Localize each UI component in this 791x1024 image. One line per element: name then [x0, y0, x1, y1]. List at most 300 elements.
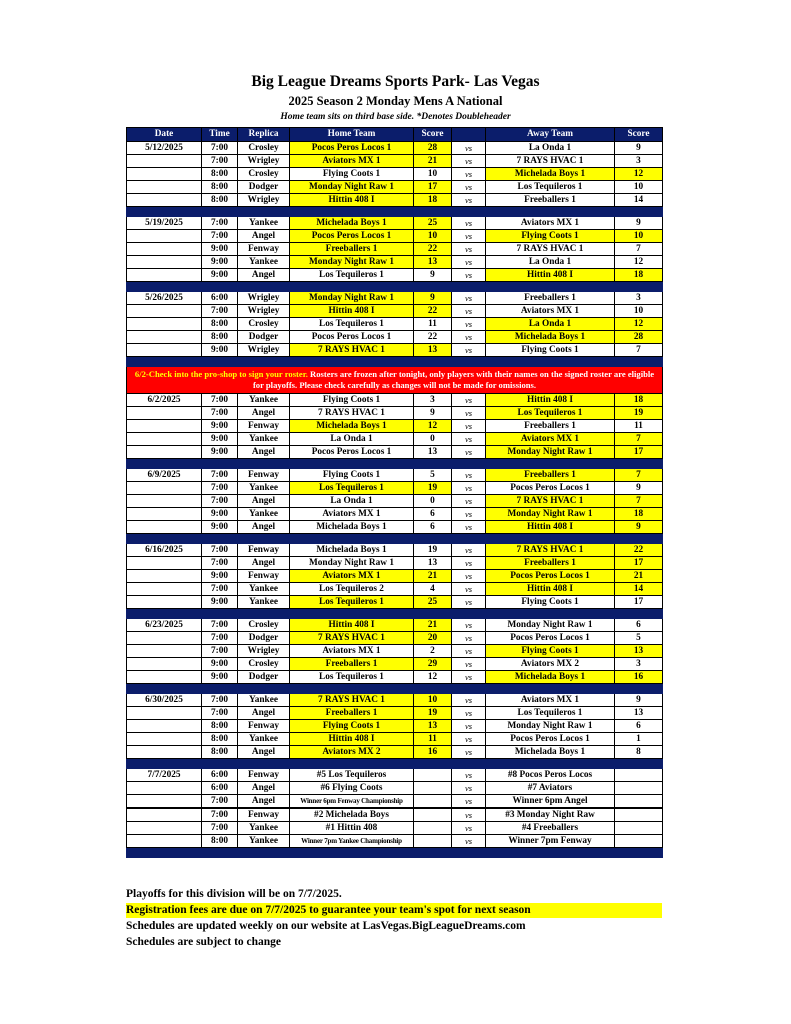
website-note: Schedules are updated weekly on our website at LasVegas.BigLeagueDreams.com	[126, 920, 526, 932]
game-row	[127, 305, 663, 318]
game-date: 6/23/2025	[127, 619, 202, 632]
game-time: 7:00	[202, 469, 238, 482]
game-row	[127, 521, 663, 534]
game-replica: Angel	[238, 446, 290, 459]
home-score: 9	[414, 269, 452, 282]
vs-label: vs	[452, 243, 486, 256]
game-time: 7:00	[202, 694, 238, 707]
game-row	[127, 394, 663, 407]
home-score: 4	[414, 583, 452, 596]
week-separator	[127, 609, 663, 619]
away-score: 9	[615, 694, 663, 707]
away-team: Flying Coots 1	[486, 596, 615, 609]
away-team: Monday Night Raw 1	[486, 446, 615, 459]
vs-label: vs	[452, 795, 486, 809]
vs-label: vs	[452, 632, 486, 645]
week-separator-bar	[127, 207, 663, 217]
game-date	[127, 521, 202, 534]
game-replica: Wrigley	[238, 305, 290, 318]
home-team: #2 Michelada Boys	[290, 808, 414, 822]
game-date	[127, 632, 202, 645]
game-date	[127, 344, 202, 357]
vs-label: vs	[452, 394, 486, 407]
away-score: 6	[615, 619, 663, 632]
vs-label: vs	[452, 694, 486, 707]
roster-notice-lead: 6/2-Check into the pro-shop to sign your roster.	[134, 369, 308, 379]
game-row	[127, 557, 663, 570]
game-row	[127, 256, 663, 269]
header-row	[127, 128, 663, 142]
game-row	[127, 269, 663, 282]
home-team: Hittin 408 I	[290, 733, 414, 746]
game-replica: Wrigley	[238, 155, 290, 168]
game-time: 6:00	[202, 292, 238, 305]
vs-label: vs	[452, 194, 486, 207]
home-score: 13	[414, 344, 452, 357]
home-team: #5 Los Tequileros	[290, 769, 414, 782]
home-team: Monday Night Raw 1	[290, 181, 414, 194]
vs-label: vs	[452, 155, 486, 168]
away-team: 7 RAYS HVAC 1	[486, 544, 615, 557]
game-date: 6/2/2025	[127, 394, 202, 407]
home-score: 21	[414, 619, 452, 632]
home-team: 7 RAYS HVAC 1	[290, 407, 414, 420]
away-team: La Onda 1	[486, 318, 615, 331]
away-team: Hittin 408 I	[486, 269, 615, 282]
away-score: 9	[615, 521, 663, 534]
game-date: 6/9/2025	[127, 469, 202, 482]
home-team: La Onda 1	[290, 433, 414, 446]
page-note: Home team sits on third base side. *Denotes Doubleheader	[280, 112, 511, 122]
home-score: 19	[414, 482, 452, 495]
away-score: 1	[615, 733, 663, 746]
game-replica: Angel	[238, 707, 290, 720]
away-score: 13	[615, 707, 663, 720]
game-time: 9:00	[202, 269, 238, 282]
game-replica: Yankee	[238, 256, 290, 269]
game-replica: Yankee	[238, 596, 290, 609]
home-score: 19	[414, 544, 452, 557]
home-score	[414, 795, 452, 809]
game-row	[127, 292, 663, 305]
game-date	[127, 570, 202, 583]
game-time: 7:00	[202, 557, 238, 570]
game-date	[127, 155, 202, 168]
away-team: Monday Night Raw 1	[486, 619, 615, 632]
game-replica: Fenway	[238, 720, 290, 733]
away-score: 3	[615, 658, 663, 671]
away-score: 10	[615, 181, 663, 194]
game-date: 6/16/2025	[127, 544, 202, 557]
away-score: 9	[615, 217, 663, 230]
vs-label: vs	[452, 822, 486, 835]
game-row	[127, 508, 663, 521]
away-score: 28	[615, 331, 663, 344]
away-team: Monday Night Raw 1	[486, 508, 615, 521]
week-separator-bar	[127, 609, 663, 619]
week-separator	[127, 684, 663, 694]
game-date	[127, 407, 202, 420]
game-date	[127, 446, 202, 459]
game-date	[127, 508, 202, 521]
away-team: Freeballers 1	[486, 420, 615, 433]
game-date	[127, 269, 202, 282]
home-score: 9	[414, 292, 452, 305]
vs-label: vs	[452, 746, 486, 759]
game-date	[127, 181, 202, 194]
away-team: 7 RAYS HVAC 1	[486, 155, 615, 168]
vs-label: vs	[452, 707, 486, 720]
vs-label: vs	[452, 835, 486, 848]
col-vs	[452, 128, 486, 142]
home-score: 21	[414, 155, 452, 168]
game-date	[127, 256, 202, 269]
away-score	[615, 808, 663, 822]
week-separator	[127, 282, 663, 292]
home-score: 12	[414, 671, 452, 684]
game-row	[127, 420, 663, 433]
game-replica: Yankee	[238, 835, 290, 848]
home-score: 2	[414, 645, 452, 658]
game-date	[127, 746, 202, 759]
roster-notice-body: Rosters are frozen after tonight, only players with their names on the signed roster are eligible for playoffs. Please check carefully as changes will not be made for omissions.	[252, 369, 655, 390]
game-time: 9:00	[202, 508, 238, 521]
away-team: Hittin 408 I	[486, 521, 615, 534]
home-score: 12	[414, 420, 452, 433]
vs-label: vs	[452, 671, 486, 684]
away-team: Monday Night Raw 1	[486, 720, 615, 733]
col-time: Time	[202, 128, 238, 142]
game-replica: Wrigley	[238, 645, 290, 658]
vs-label: vs	[452, 433, 486, 446]
roster-notice	[127, 367, 663, 394]
away-score	[615, 769, 663, 782]
game-date: 7/7/2025	[127, 769, 202, 782]
game-replica: Angel	[238, 407, 290, 420]
home-team: 7 RAYS HVAC 1	[290, 632, 414, 645]
home-score: 22	[414, 305, 452, 318]
roster-notice-row	[127, 367, 663, 394]
game-time: 7:00	[202, 217, 238, 230]
home-team: Pocos Peros Locos 1	[290, 331, 414, 344]
game-replica: Fenway	[238, 469, 290, 482]
away-team: Winner 7pm Fenway	[486, 835, 615, 848]
page-title: Big League Dreams Sports Park- Las Vegas	[251, 73, 540, 90]
game-replica: Angel	[238, 521, 290, 534]
week-separator-bar	[127, 534, 663, 544]
home-score: 16	[414, 746, 452, 759]
game-date	[127, 835, 202, 848]
game-time: 8:00	[202, 168, 238, 181]
game-replica: Fenway	[238, 808, 290, 822]
game-replica: Yankee	[238, 394, 290, 407]
vs-label: vs	[452, 469, 486, 482]
vs-label: vs	[452, 521, 486, 534]
game-replica: Yankee	[238, 822, 290, 835]
game-row	[127, 707, 663, 720]
game-time: 7:00	[202, 407, 238, 420]
game-row	[127, 243, 663, 256]
week-separator	[127, 759, 663, 769]
game-row	[127, 822, 663, 835]
game-time: 7:00	[202, 619, 238, 632]
game-time: 7:00	[202, 632, 238, 645]
game-time: 8:00	[202, 181, 238, 194]
game-time: 6:00	[202, 769, 238, 782]
game-date: 5/26/2025	[127, 292, 202, 305]
game-row	[127, 632, 663, 645]
game-replica: Angel	[238, 495, 290, 508]
vs-label: vs	[452, 331, 486, 344]
week-separator	[127, 848, 663, 858]
vs-label: vs	[452, 557, 486, 570]
game-row	[127, 482, 663, 495]
game-replica: Fenway	[238, 769, 290, 782]
away-score: 3	[615, 292, 663, 305]
home-score: 22	[414, 243, 452, 256]
game-replica: Wrigley	[238, 292, 290, 305]
home-team: Aviators MX 1	[290, 508, 414, 521]
away-team: Michelada Boys 1	[486, 671, 615, 684]
game-row	[127, 733, 663, 746]
away-score	[615, 782, 663, 795]
game-date	[127, 331, 202, 344]
game-time: 8:00	[202, 733, 238, 746]
away-score: 12	[615, 318, 663, 331]
away-team: Aviators MX 1	[486, 305, 615, 318]
vs-label: vs	[452, 733, 486, 746]
away-score: 7	[615, 495, 663, 508]
away-score: 12	[615, 168, 663, 181]
game-time: 7:00	[202, 305, 238, 318]
vs-label: vs	[452, 292, 486, 305]
away-team: Freeballers 1	[486, 469, 615, 482]
week-separator	[127, 357, 663, 367]
game-row	[127, 230, 663, 243]
away-team: Michelada Boys 1	[486, 331, 615, 344]
game-replica: Dodger	[238, 671, 290, 684]
away-team: Aviators MX 1	[486, 217, 615, 230]
away-score: 16	[615, 671, 663, 684]
game-time: 7:00	[202, 495, 238, 508]
home-score	[414, 822, 452, 835]
week-separator	[127, 534, 663, 544]
vs-label: vs	[452, 446, 486, 459]
week-separator	[127, 459, 663, 469]
home-team: Hittin 408 I	[290, 619, 414, 632]
home-team: Flying Coots 1	[290, 469, 414, 482]
vs-label: vs	[452, 495, 486, 508]
game-time: 7:00	[202, 394, 238, 407]
away-team: Freeballers 1	[486, 557, 615, 570]
week-separator-bar	[127, 759, 663, 769]
game-time: 9:00	[202, 596, 238, 609]
home-score: 9	[414, 407, 452, 420]
game-row	[127, 194, 663, 207]
game-time: 8:00	[202, 331, 238, 344]
home-score: 3	[414, 394, 452, 407]
away-score: 13	[615, 645, 663, 658]
home-team: Los Tequileros 2	[290, 583, 414, 596]
week-separator-bar	[127, 684, 663, 694]
away-score: 8	[615, 746, 663, 759]
home-team: Michelada Boys 1	[290, 420, 414, 433]
game-time: 7:00	[202, 544, 238, 557]
game-replica: Fenway	[238, 243, 290, 256]
game-date	[127, 822, 202, 835]
vs-label: vs	[452, 318, 486, 331]
schedule-table	[126, 127, 663, 858]
away-team: 7 RAYS HVAC 1	[486, 243, 615, 256]
game-replica: Dodger	[238, 181, 290, 194]
home-score: 10	[414, 694, 452, 707]
away-score: 7	[615, 469, 663, 482]
away-team: Winner 6pm Angel	[486, 795, 615, 809]
away-score: 18	[615, 508, 663, 521]
game-row	[127, 619, 663, 632]
away-score: 17	[615, 596, 663, 609]
away-score	[615, 795, 663, 809]
vs-label: vs	[452, 344, 486, 357]
week-separator-bar	[127, 357, 663, 367]
game-time: 6:00	[202, 782, 238, 795]
game-date	[127, 230, 202, 243]
vs-label: vs	[452, 181, 486, 194]
game-time: 8:00	[202, 746, 238, 759]
change-note: Schedules are subject to change	[126, 936, 282, 948]
home-team: Los Tequileros 1	[290, 269, 414, 282]
home-score: 13	[414, 720, 452, 733]
away-score: 3	[615, 155, 663, 168]
game-row	[127, 720, 663, 733]
game-time: 9:00	[202, 521, 238, 534]
week-separator-bar	[127, 282, 663, 292]
away-team: Flying Coots 1	[486, 645, 615, 658]
game-row	[127, 155, 663, 168]
away-score	[615, 835, 663, 848]
game-row	[127, 446, 663, 459]
away-score: 7	[615, 344, 663, 357]
game-replica: Angel	[238, 746, 290, 759]
game-replica: Yankee	[238, 508, 290, 521]
vs-label: vs	[452, 570, 486, 583]
game-row	[127, 694, 663, 707]
home-score: 6	[414, 521, 452, 534]
away-team: Pocos Peros Locos 1	[486, 733, 615, 746]
away-score: 18	[615, 269, 663, 282]
col-away-score: Score	[615, 128, 663, 142]
home-team: Monday Night Raw 1	[290, 557, 414, 570]
home-team: Winner 6pm Fenway Championship	[290, 795, 414, 809]
home-team: Flying Coots 1	[290, 720, 414, 733]
vs-label: vs	[452, 769, 486, 782]
away-score	[615, 822, 663, 835]
home-team: Aviators MX 1	[290, 155, 414, 168]
game-date	[127, 808, 202, 822]
game-replica: Angel	[238, 557, 290, 570]
game-date: 5/19/2025	[127, 217, 202, 230]
away-team: #8 Pocos Peros Locos	[486, 769, 615, 782]
game-time: 9:00	[202, 671, 238, 684]
game-time: 9:00	[202, 420, 238, 433]
game-date	[127, 795, 202, 809]
game-date	[127, 194, 202, 207]
game-time: 9:00	[202, 243, 238, 256]
game-time: 9:00	[202, 570, 238, 583]
away-score: 14	[615, 194, 663, 207]
away-score: 6	[615, 720, 663, 733]
home-team: Pocos Peros Locos 1	[290, 142, 414, 155]
home-score: 25	[414, 596, 452, 609]
game-time: 8:00	[202, 720, 238, 733]
game-row	[127, 495, 663, 508]
game-time: 8:00	[202, 835, 238, 848]
away-score: 12	[615, 256, 663, 269]
home-score	[414, 769, 452, 782]
home-score: 10	[414, 168, 452, 181]
vs-label: vs	[452, 269, 486, 282]
away-team: Freeballers 1	[486, 194, 615, 207]
away-score: 18	[615, 394, 663, 407]
away-team: #7 Aviators	[486, 782, 615, 795]
game-row	[127, 808, 663, 822]
home-team: Pocos Peros Locos 1	[290, 446, 414, 459]
game-replica: Yankee	[238, 482, 290, 495]
game-date	[127, 596, 202, 609]
away-score: 7	[615, 243, 663, 256]
home-team: Freeballers 1	[290, 243, 414, 256]
away-team: Pocos Peros Locos 1	[486, 632, 615, 645]
game-replica: Yankee	[238, 433, 290, 446]
home-score: 11	[414, 733, 452, 746]
home-team: #6 Flying Coots	[290, 782, 414, 795]
vs-label: vs	[452, 142, 486, 155]
game-row	[127, 671, 663, 684]
vs-label: vs	[452, 230, 486, 243]
home-team: Monday Night Raw 1	[290, 292, 414, 305]
home-team: Freeballers 1	[290, 707, 414, 720]
playoff-note: Playoffs for this division will be on 7/7/2025.	[126, 888, 342, 900]
game-time: 9:00	[202, 344, 238, 357]
home-score: 13	[414, 256, 452, 269]
away-team: Hittin 408 I	[486, 394, 615, 407]
game-row	[127, 544, 663, 557]
home-team: Los Tequileros 1	[290, 596, 414, 609]
col-away-team: Away Team	[486, 128, 615, 142]
away-team: La Onda 1	[486, 256, 615, 269]
away-team: Los Tequileros 1	[486, 181, 615, 194]
registration-note: Registration fees are due on 7/7/2025 to guarantee your team's spot for next season	[126, 903, 662, 918]
away-score: 9	[615, 142, 663, 155]
vs-label: vs	[452, 420, 486, 433]
game-row	[127, 645, 663, 658]
vs-label: vs	[452, 256, 486, 269]
away-score: 9	[615, 482, 663, 495]
game-date	[127, 782, 202, 795]
home-team: 7 RAYS HVAC 1	[290, 344, 414, 357]
vs-label: vs	[452, 168, 486, 181]
home-score: 21	[414, 570, 452, 583]
week-separator	[127, 207, 663, 217]
game-row	[127, 769, 663, 782]
game-replica: Yankee	[238, 583, 290, 596]
game-replica: Wrigley	[238, 194, 290, 207]
home-score: 25	[414, 217, 452, 230]
game-time: 7:00	[202, 482, 238, 495]
game-date	[127, 671, 202, 684]
home-score: 20	[414, 632, 452, 645]
away-score: 14	[615, 583, 663, 596]
